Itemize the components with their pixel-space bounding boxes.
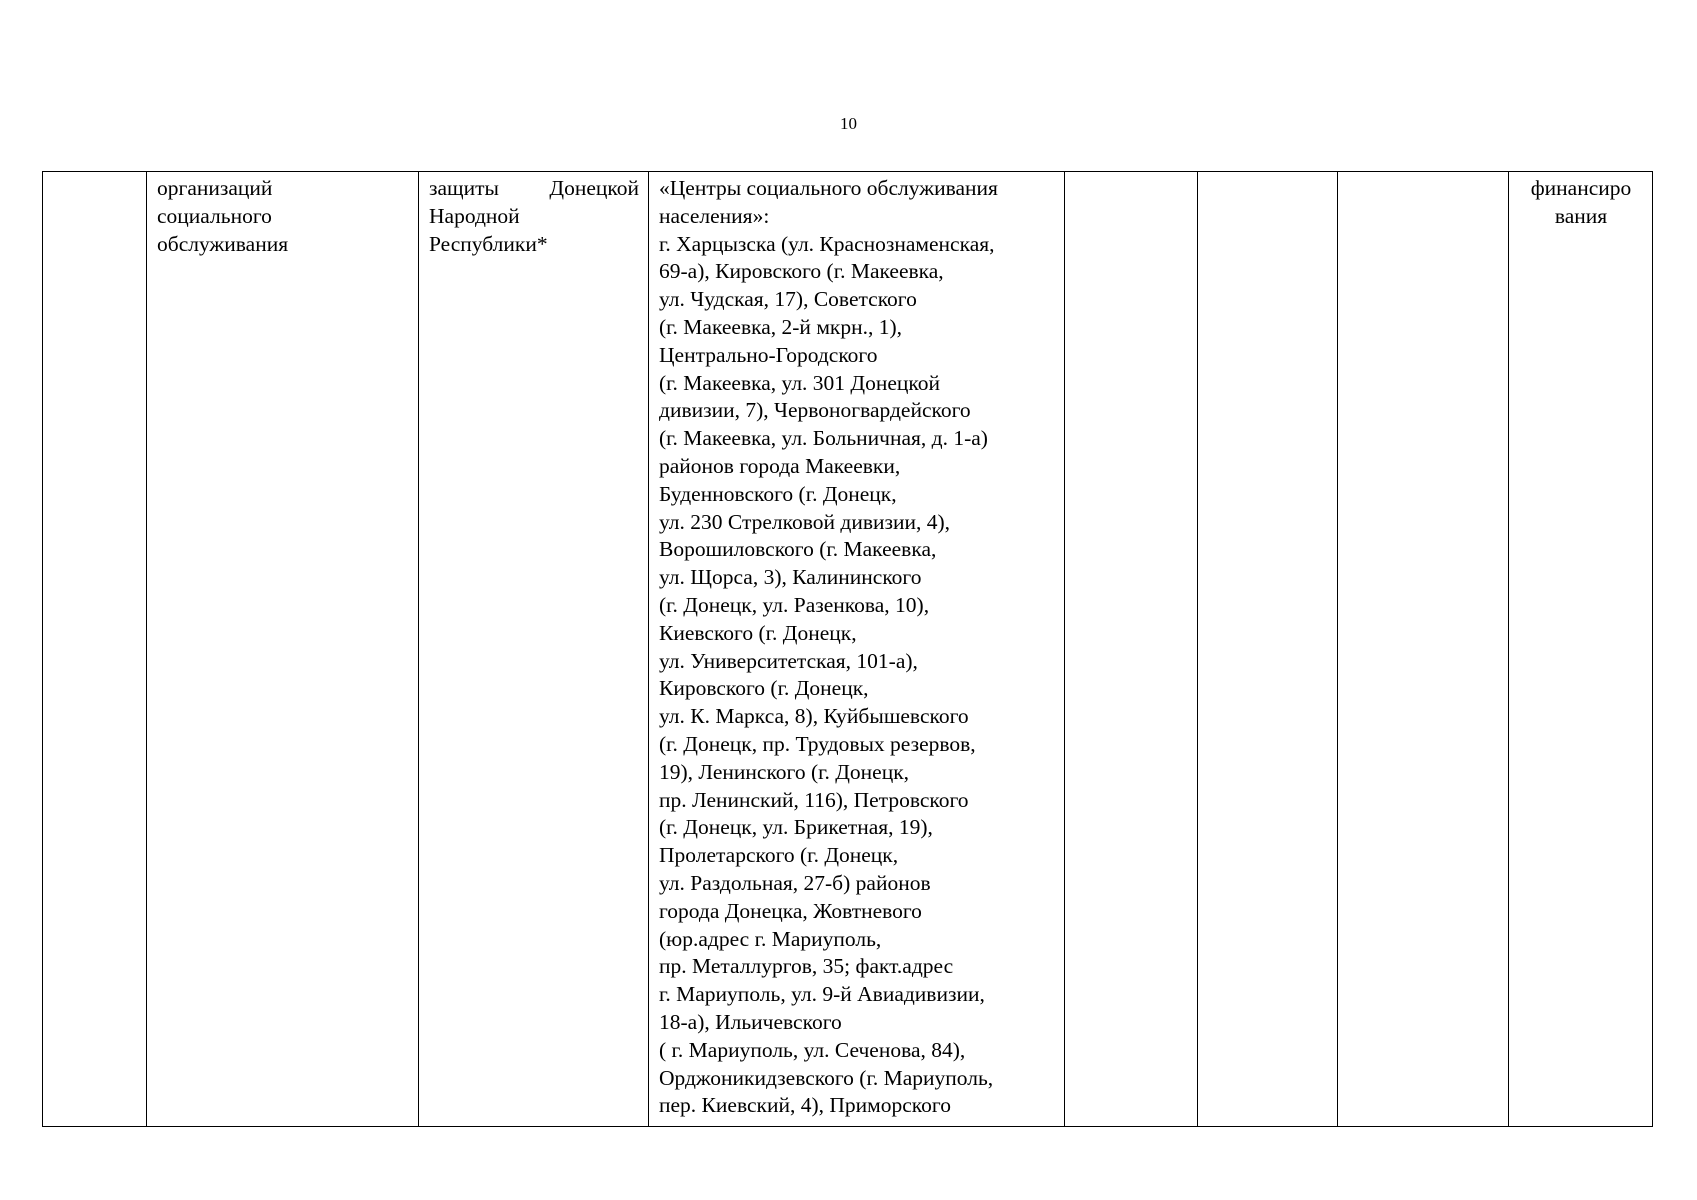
table-cell-name <box>147 172 419 1127</box>
table-cell-empty <box>1198 172 1338 1127</box>
cell-text: Народной Республики* <box>429 203 548 256</box>
page-number: 10 <box>840 114 857 133</box>
cell-text: «Центры социального обслуживания населения»: г. Харцызска (ул. Краснознаменская, 69-а), Кировского (г. Макеевка, ул. Чудская, 17), Советского (г. Макеевка, 2-й мкрн., 1), Центрально-Городского (г. Макеевка, ул. 301 Донецкой дивизии, 7), Червоногвардейского (г. Макеевка, ул. Больничная, д. 1-а) районов города Макеевки, Буденновского (г. Донецк, ул. 230 Стрелковой дивизии, 4), Ворошиловского (г. Макеевка, ул. Щорса, 3), Калининского (г. Донецк, ул. Разенкова, 10), Киевского (г. Донецк, ул. Университетская, 101-а), Кировского (г. Донецк, ул. К. Маркса, 8), Куйбышевского (г. Донецк, пр. Трудовых резервов, 19), Ленинского (г. Донецк, пр. Ленинский, 116), Петровского (г. Донецк, ул. Брикетная, 19), Пролетарского (г. Донецк, ул. Раздольная, 27-б) районов города Донецка, Жовтневого (юр.адрес г. Мариуполь, пр. Металлургов, 35; факт.адрес г. Мариуполь, ул. 9-й Авиадивизии, 18-а), Ильичевского ( г. Мариуполь, ул. Сеченова, 84), Орджоникидзевского (г. Мариуполь, пер. Киевский, 4), Приморского <box>659 176 998 1118</box>
table-row <box>43 172 1653 1127</box>
table-cell-responsible <box>419 172 649 1127</box>
table-cell-number <box>43 172 147 1127</box>
cell-text: финансиро вания <box>1530 176 1632 228</box>
table-cell-funding <box>1509 172 1653 1127</box>
document-table <box>42 171 1653 1127</box>
table-cell-institutions <box>649 172 1065 1127</box>
cell-text: организаций социального обслуживания <box>157 176 289 256</box>
cell-text-justified: защиты Донецкой <box>429 176 639 200</box>
table-cell-empty <box>1338 172 1509 1127</box>
table-cell-empty <box>1065 172 1198 1127</box>
